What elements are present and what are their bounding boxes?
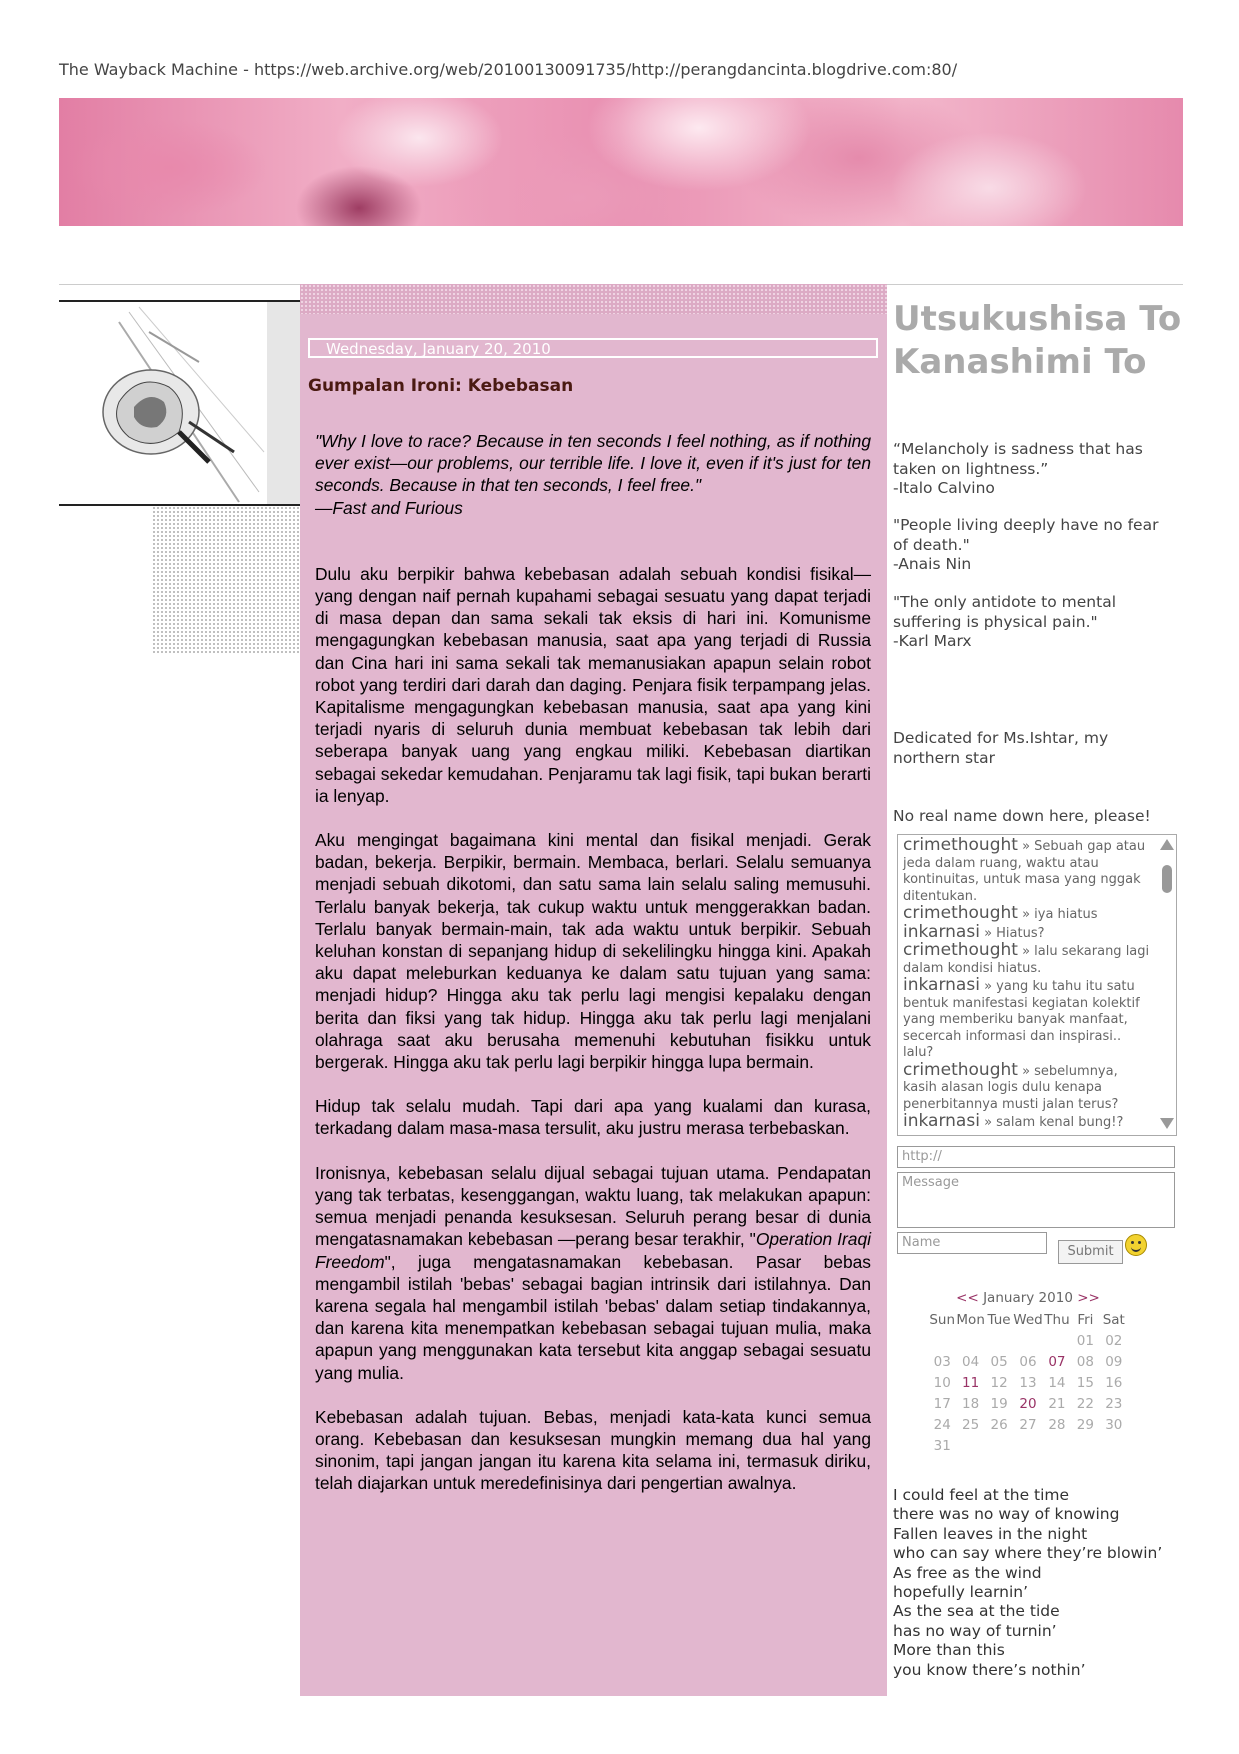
post-column-header <box>300 284 887 314</box>
calendar-next-link[interactable]: >> <box>1077 1290 1100 1306</box>
calendar-date: 22 <box>1076 1396 1094 1412</box>
calendar-date: 08 <box>1076 1354 1094 1370</box>
calendar-date: 06 <box>1019 1354 1037 1370</box>
calendar-date: 23 <box>1105 1396 1123 1412</box>
shout-entry: crimethought » iya hiatus <box>903 903 1098 923</box>
paragraph: Aku mengingat bagaimana kini mental dan fisikal menjadi. Gerak badan, bekerja. Berpikir, bermain. Membaca, berlari. Selalu semuanya menjadi sebuah dikotomi, dan satu sama lain selalu saling memusuhi. Terlalu banyak bekerja, tak cukup waktu untuk menggerakkan badan. Terlalu banyak bermain-main, tak ada waktu untuk berpikir. Sebuah keluhan konstan di sepanjang hidup di sekelilingku hingga kini. Apakah aku dapat meleburkan keduanya ke dalam satu tujuan yang sama: menjadi hidup? Hingga aku tak perlu lagi mengisi kepalaku dengan berita dan fiksi yang tak hidup. Hingga aku tak perlu lagi menjalani olahraga saat aku berusaha memenuhi kebutuhan fisikku untuk bergerak. Hingga aku tak perlu lagi berpikir hingga lupa bermain. <box>315 830 871 1073</box>
shout-entry: crimethought » lalu sekarang lagi dalam kondisi hiatus. <box>903 940 1150 976</box>
paragraph: Hidup tak selalu mudah. Tapi dari apa yang kualami dan kurasa, terkadang dalam masa-masa tersulit, aku justru merasa terbebaskan. <box>315 1096 871 1139</box>
calendar-date: 25 <box>962 1417 980 1433</box>
calendar-month: January 2010 <box>983 1290 1073 1306</box>
calendar <box>928 1290 1128 1456</box>
lyric-line: you know there’s nothin’ <box>893 1660 1086 1679</box>
sidebar-quote: "People living deeply have no fear of death." -Anais Nin <box>893 516 1159 573</box>
calendar-date: 12 <box>990 1375 1008 1391</box>
calendar-day-name: Sat <box>1102 1312 1125 1328</box>
shout-entry: inkarnasi » Hiatus? <box>903 921 1045 942</box>
calendar-empty <box>1013 1331 1042 1351</box>
calendar-date: 02 <box>1105 1333 1123 1349</box>
calendar-date: 05 <box>990 1354 1008 1370</box>
lyric-line: has no way of turnin’ <box>893 1621 1057 1640</box>
lyric-line: who can say where they’re blowin’ <box>893 1544 1163 1563</box>
post-quote: "Why I love to race? Because in ten seconds I feel nothing, as if nothing ever exist—our problems, our terrible life. I love it, even if it's just for ten seconds. Because in that ten seconds, I feel free." —Fast and Furious <box>315 431 871 518</box>
name-input[interactable]: Name <box>897 1232 1047 1254</box>
quote-source: —Fast and Furious <box>315 497 463 518</box>
calendar-date: 24 <box>933 1417 951 1433</box>
calendar-header <box>928 1290 1128 1306</box>
url-input[interactable]: http:// <box>897 1146 1175 1168</box>
calendar-date: 03 <box>933 1354 951 1370</box>
lyric-line: Fallen leaves in the night <box>893 1524 1088 1543</box>
shout-entry: crimethought » Sebuah gap atau jeda dalam ruang, waktu atau kontinuitas, untuk masa yang nggak ditentukan. <box>903 835 1146 904</box>
lyrics <box>893 1486 1162 1680</box>
calendar-day-name: Wed <box>1013 1312 1043 1328</box>
post-body <box>315 430 871 1517</box>
calendar-date: 28 <box>1048 1417 1066 1433</box>
calendar-day-name: Tue <box>987 1312 1011 1328</box>
calendar-date: 13 <box>1019 1375 1037 1391</box>
calendar-date: 15 <box>1076 1375 1094 1391</box>
calendar-date: 01 <box>1076 1333 1094 1349</box>
shout-entry: inkarnasi » salam kenal bung!? <box>903 1111 1124 1131</box>
calendar-date: 17 <box>933 1396 951 1412</box>
sidebar-quote: "The only antidote to mental suffering is physical pain." -Karl Marx <box>893 593 1116 650</box>
calendar-empty <box>985 1331 1013 1351</box>
calendar-day-name: Sun <box>929 1312 956 1328</box>
lyric-line: I could feel at the time <box>893 1486 1070 1504</box>
calendar-date: 31 <box>933 1438 951 1454</box>
calendar-empty <box>928 1331 956 1351</box>
calendar-date[interactable]: 11 <box>962 1375 980 1391</box>
shoutbox[interactable] <box>897 834 1177 1136</box>
smiley-icon[interactable] <box>1125 1234 1147 1256</box>
calendar-date: 26 <box>990 1417 1008 1433</box>
shoutbox-scrollbar[interactable] <box>1160 839 1174 1129</box>
calendar-date[interactable]: 07 <box>1048 1354 1066 1370</box>
scroll-up-icon[interactable] <box>1160 839 1174 850</box>
calendar-date: 16 <box>1105 1375 1123 1391</box>
shout-entry: inkarnasi » yang ku tahu itu satu bentuk manifestasi kegiatan kolektif yang memberiku banyak manfaat, secercah informasi dan inspirasi.. lalu? <box>903 975 1140 1060</box>
calendar-date[interactable]: 20 <box>1019 1396 1037 1412</box>
sidebar-quote: “Melancholy is sadness that has taken on lightness.” -Italo Calvino <box>893 440 1143 497</box>
scroll-thumb[interactable] <box>1162 865 1172 893</box>
calendar-date: 21 <box>1048 1396 1066 1412</box>
calendar-empty <box>1043 1331 1071 1351</box>
calendar-day-name: Thu <box>1044 1312 1070 1328</box>
calendar-date: 10 <box>933 1375 951 1391</box>
dedication: Dedicated for Ms.Ishtar, my northern star <box>893 729 1109 767</box>
shout-entry: crimethought » sebelumnya, kasih alasan logis dulu kenapa penerbitannya musti jalan terus? <box>903 1059 1119 1112</box>
lyric-line: there was no way of knowing <box>893 1505 1120 1524</box>
calendar-date: 14 <box>1048 1375 1066 1391</box>
lyric-line: As the sea at the tide <box>893 1602 1060 1621</box>
message-input[interactable]: Message <box>897 1172 1175 1228</box>
calendar-date: 18 <box>962 1396 980 1412</box>
lyric-line: More than this <box>893 1641 1005 1660</box>
calendar-date: 04 <box>962 1354 980 1370</box>
paragraph: Ironisnya, kebebasan selalu dijual sebagai tujuan utama. Pendapatan yang tak terbatas, kesenggangan, waktu luang, tak melakukan apapun: semua menjadi penanda kesuksesan. Seluruh perang besar di dunia mengatasnamakan kebebasan —perang besar terakhir, "Operation Iraqi Freedom", juga mengatasnamakan kebebasan. Pasar bebas mengambil istilah 'bebas' sebagai bagian intrinsik dari istilahnya. Dan karena segala hal mengambil istilah 'bebas' dalam setiap tindakannya, dan karena kita menempatkan kebebasan sebagai tujuan mulia, maka apapun yang menggunakan kata tersebut kita anggap sebagai sesuatu yang mulia. <box>315 1162 871 1383</box>
calendar-date: 09 <box>1105 1354 1123 1370</box>
calendar-day-name: Fri <box>1077 1312 1094 1328</box>
submit-button[interactable]: Submit <box>1058 1240 1123 1264</box>
calendar-date: 29 <box>1076 1417 1094 1433</box>
paragraph: Dulu aku berpikir bahwa kebebasan adalah sebuah kondisi fisikal—yang dengan naif pernah kupahami sebagai sesuatu yang dapat terjadi di masa depan dan sama sekali tak eksis di hari ini. Komunisme mengagungkan kebebasan manusia, saat apa yang terjadi di Russia dan Cina hari ini sama sekali tak memanusiakan apapun selain robot robot yang terdiri dari darah dan daging. Penjara fisik terpampang jelas. Kapitalisme mengagungkan kebebasan manusia, saat apa yang kini terjadi nyaris di seluruh dunia membuat kebebasan tak lebih dari seberapa banyak uang yang engkau miliki. Kebebasan diartikan sebagai sekedar kemudahan. Penjaramu tak lagi fisik, tapi bukan berarti ia lenyap. <box>315 563 871 806</box>
calendar-date: 30 <box>1105 1417 1123 1433</box>
post-date: Wednesday, January 20, 2010 <box>308 338 878 358</box>
calendar-date: 19 <box>990 1396 1008 1412</box>
calendar-grid <box>928 1310 1128 1456</box>
calendar-empty <box>956 1331 984 1351</box>
rose-image <box>59 302 267 504</box>
paragraph: Kebebasan adalah tujuan. Bebas, menjadi kata-kata kunci semua orang. Kebebasan dan kesuksesan mungkin memang dua hal yang sinonim, tapi jangan jangan itu karena kita selama ini, termasuk diriku, telah diajarkan untuk meredefinisinya dari pengertian awalnya. <box>315 1406 871 1494</box>
calendar-prev-link[interactable]: << <box>956 1290 979 1306</box>
calendar-date: 27 <box>1019 1417 1037 1433</box>
post-title[interactable]: Gumpalan Ironi: Kebebasan <box>308 376 574 396</box>
dotted-pattern <box>152 506 301 654</box>
header-banner-image <box>59 98 1183 226</box>
wayback-url: The Wayback Machine - https://web.archive.org/web/20100130091735/http://perangdancinta.blogdrive.com:80/ <box>59 60 958 79</box>
calendar-day-name: Mon <box>956 1312 985 1328</box>
scroll-down-icon[interactable] <box>1160 1118 1174 1129</box>
lyric-line: hopefully learnin’ <box>893 1583 1028 1602</box>
shoutbox-prompt: No real name down here, please! <box>893 807 1151 825</box>
lyric-line: As free as the wind <box>893 1563 1042 1582</box>
blog-title: Utsukushisa To Kanashimi To <box>893 299 1182 382</box>
